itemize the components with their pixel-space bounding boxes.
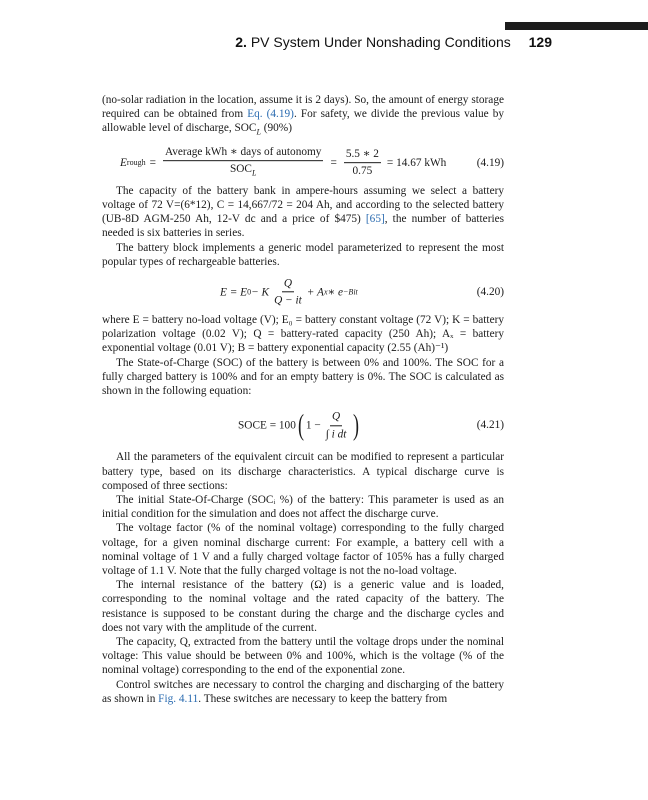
page-body — [102, 93, 504, 706]
fraction-numerator: 5.5 ∗ 2 — [344, 147, 381, 163]
paragraph-text: (90%) — [260, 122, 292, 135]
eq-equals: = — [330, 156, 337, 169]
den-sub: L — [251, 168, 257, 178]
eq-term: 1 − — [305, 419, 321, 432]
fig-4-11-link[interactable]: Fig. 4.11 — [158, 692, 199, 705]
eq-equals: = — [149, 156, 156, 169]
eq-lhs: E — [120, 156, 127, 169]
fraction-denominator — [228, 161, 258, 180]
eq-term: ∗ e — [327, 285, 344, 298]
paragraph-5: The State-of-Charge (SOC) of the battery is between 0% and 100%. The SOC for a fully charged battery is 100% and for an empty battery is 0%. The SOC is calculated as shown in the following equation: — [102, 356, 504, 398]
equation-4-19 — [102, 148, 504, 178]
fraction-denominator: Q − it — [274, 294, 302, 307]
paragraph-9: The internal resistance of the battery (Ω) is a generic value and is loaded, corresponding to the nominal voltage and the rated capacity of the battery. The resistance is supposed to be constant during the charge and the discharge cycles and does not vary with the amplitude of the current. — [102, 579, 504, 634]
page-number: 129 — [528, 34, 552, 50]
eq-lhs: SOCE = 100 — [238, 419, 296, 432]
fraction-numerator: Average kWh ∗ days of autonomy — [163, 145, 323, 161]
paragraph-1 — [102, 93, 504, 140]
subscript: L — [256, 127, 261, 137]
paragraph-text: (no-solar radiation in the location, assume it is 2 days). So, the amount of energy storage required can be obtained from — [102, 94, 504, 121]
eq-term-sub: x — [323, 286, 328, 296]
eq-term: − K — [251, 285, 270, 298]
eq-lhs-sub: rough — [126, 157, 146, 167]
eq-fraction-1 — [163, 145, 323, 181]
chapter-number: 2. — [235, 34, 247, 50]
den-text: SOC — [229, 163, 252, 176]
paragraph-6: All the parameters of the equivalent circuit can be modified to represent a particular battery type, based on its discharge characteristics. A typical discharge curve is composed of three sections: — [102, 451, 504, 492]
equation-number: (4.21) — [476, 419, 504, 432]
eq-fraction — [272, 276, 304, 307]
equation-body — [238, 410, 361, 441]
paragraph-11 — [102, 678, 504, 706]
paragraph-10: The capacity, Q, extracted from the battery until the voltage drops under the nominal voltage: This value should be between 0% and 100%, which is the voltage (% of the nominal voltage) corresponding to the end of the exponential zone. — [102, 635, 504, 677]
paragraph-2 — [102, 184, 504, 241]
fraction-denominator: 0.75 — [352, 165, 373, 178]
eq-result: = 14.67 kWh — [386, 156, 447, 169]
eq-term: + A — [306, 285, 324, 298]
reference-65-link[interactable]: [65] — [365, 213, 385, 226]
equation-4-20 — [102, 277, 504, 307]
eq-fraction-2 — [344, 147, 381, 178]
header-bar — [505, 22, 648, 30]
equation-body — [120, 145, 446, 181]
fraction-numerator: Q — [282, 276, 294, 292]
left-paren: ( — [297, 408, 304, 442]
eq-lhs: E = E — [220, 285, 248, 298]
paragraph-7: The initial State-Of-Charge (SOCᵢ %) of the battery: This parameter is used as an initial condition for the simulation and does not affect the discharge curve. — [102, 493, 504, 521]
right-paren: ) — [353, 408, 360, 442]
equation-4-21 — [102, 406, 504, 444]
paragraph-text: . These switches are necessary to keep the battery from — [198, 692, 448, 705]
paragraph-4: where E = battery no-load voltage (V); E₀ = battery constant voltage (72 V); K = battery polarization voltage (0.02 V); Q = battery-rated capacity (250 Ah); Aₓ = battery exponential voltage (0.01 V); B = battery exponential capacity (2.55 (Ah)⁻¹) — [102, 314, 504, 355]
fraction-numerator: Q — [330, 410, 342, 426]
eq-4-19-link[interactable]: Eq. (4.19) — [247, 108, 294, 121]
paragraph-8: The voltage factor (% of the nominal voltage) corresponding to the fully charged voltage, for a given nominal discharge current: For example, a battery cell with a nominal voltage of 1 V and a fully charged voltage factor of 105% has a fully charged voltage of 1.1 V. Note that the fully charged voltage is not the no-load voltage. — [102, 522, 504, 577]
equation-number: (4.20) — [476, 285, 504, 298]
equation-body — [220, 276, 358, 307]
paragraph-3: The battery block implements a generic model parameterized to represent the most popular types of rechargeable batteries. — [102, 241, 504, 268]
running-header — [0, 34, 552, 50]
eq-lhs-sub: 0 — [247, 286, 252, 296]
eq-exponent: −Bit — [343, 286, 358, 296]
paragraph-text: . For safety, we divide the previous value by allowable level of discharge, SOC — [102, 108, 504, 135]
paragraph-text: , the number of batteries needed is six batteries in series. — [102, 213, 504, 240]
chapter-title: PV System Under Nonshading Conditions — [250, 34, 511, 50]
eq-fraction — [324, 410, 349, 441]
paragraph-text: Control switches are necessary to control the charging and discharging of the battery as shown in — [102, 678, 504, 705]
paragraph-text: The capacity of the battery bank in ampere-hours assuming we select a battery voltage of 72 V=(6*12), C = 14,667/72 = 204 Ah, and according to the selected battery (UB-8D AGM-250 Ah, 12-V dc and a price of $475) — [102, 184, 504, 226]
fraction-denominator: ∫ i dt — [325, 427, 347, 440]
equation-number: (4.19) — [476, 156, 504, 169]
